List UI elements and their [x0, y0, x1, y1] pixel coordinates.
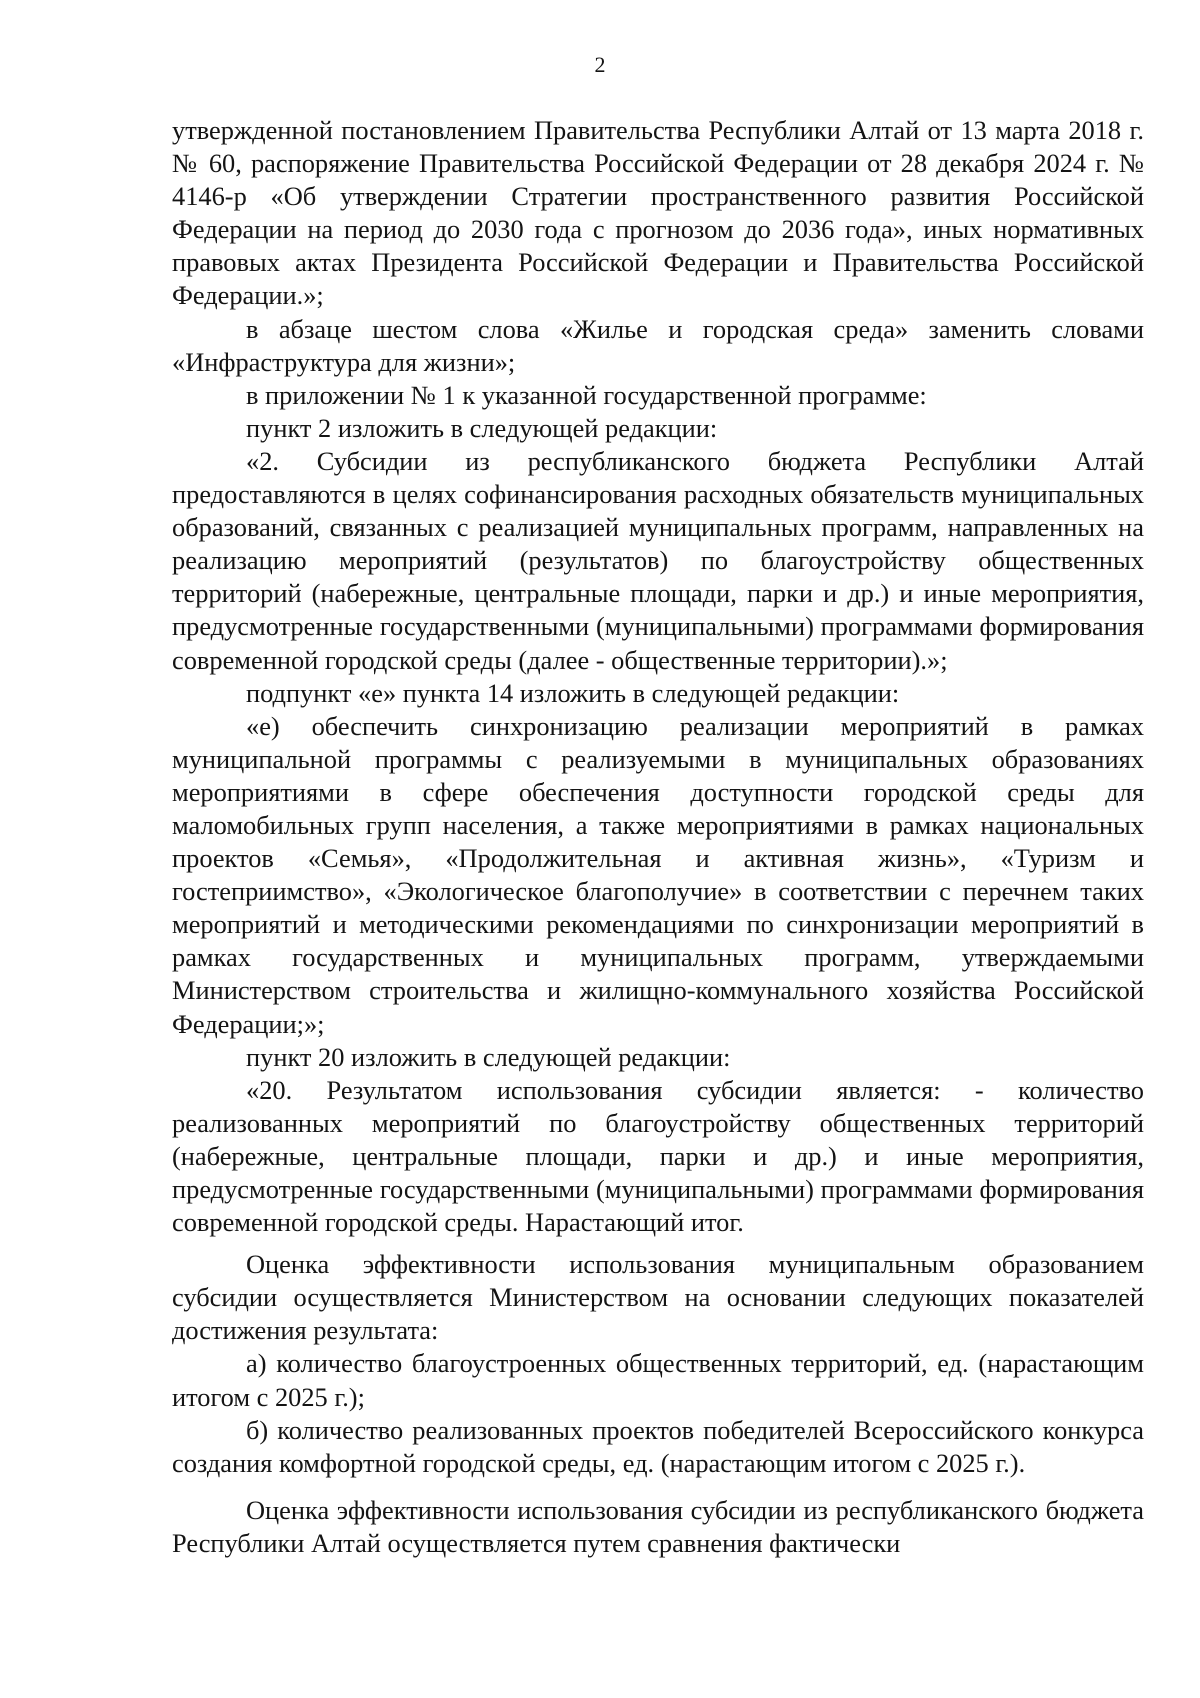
paragraph-subitem-e-intro: подпункт «е» пункта 14 изложить в следующей редакции: [246, 677, 900, 708]
paragraph-item-2-intro: пункт 2 изложить в следующей редакции: [246, 412, 718, 443]
paragraph-abzac-change: в абзаце шестом слова «Жилье и городская среда» заменить словами «Инфраструктура для жизни»; [172, 313, 1144, 377]
paragraph-item-2-text: «2. Субсидии из республиканского бюджета Республики Алтай предоставляются в целях софинансирования расходных обязательств муниципальных образований, связанных с реализацией муниципальных программ, направленных на реализацию мероприятий (результатов) по благоустройству общественных территорий (набережные, центральные площади, парки и др.) и иные мероприятия, предусмотренные государственными (муниципальными) программами формирования современной городской среды (далее - общественные территории).»; [172, 445, 1144, 675]
paragraph-efficiency-assessment: Оценка эффективности использования муниципальным образованием субсидии осуществляется Министерством на основании следующих показателей достижения результата: [172, 1249, 1144, 1346]
paragraph-indicator-a: а) количество благоустроенных общественных территорий, ед. (нарастающим итогом с 2025 г.); [172, 1348, 1144, 1412]
paragraph-continuation: утвержденной постановлением Правительства Республики Алтай от 13 марта 2018 г. № 60, распоряжение Правительства Российской Федерации от 28 декабря 2024 г. № 4146-р «Об утверждении Стратегии пространственного развития Российской Федерации на период до 2030 года с прогнозом до 2036 года», иных нормативных правовых актах Президента Российской Федерации и Правительства Российской Федерации.»; [172, 115, 1144, 311]
paragraph-item-20-intro: пункт 20 изложить в следующей редакции: [246, 1041, 731, 1072]
paragraph-indicator-b: б) количество реализованных проектов победителей Всероссийского конкурса создания комфортной городской среды, ед. (нарастающим итогом с 2025 г.). [172, 1414, 1144, 1478]
document-body [172, 114, 1144, 1560]
paragraph-subitem-e-text: «е) обеспечить синхронизацию реализации мероприятий в рамках муниципальной программы с реализуемыми в муниципальных образованиях мероприятиями в сфере обеспечения доступности городской среды для маломобильных групп населения, а также мероприятиями в рамках национальных проектов «Семья», «Продолжительная и активная жизнь», «Туризм и гостеприимство», «Экологическое благополучие» в соответствии с перечнем таких мероприятий и методическими рекомендациями по синхронизации мероприятий в рамках государственных и муниципальных программ, утверждаемыми Министерством строительства и жилищно-коммунального хозяйства Российской Федерации;»; [172, 710, 1144, 1039]
paragraph-efficiency-comparison: Оценка эффективности использования субсидии из республиканского бюджета Республики Алтай осуществляется путем сравнения фактически [172, 1494, 1144, 1558]
paragraph-item-20-text: «20. Результатом использования субсидии является: - количество реализованных мероприятий по благоустройству общественных территорий (набережные, центральные площади, парки и др.) и иные мероприятия, предусмотренные государственными (муниципальными) программами формирования современной городской среды. Нарастающий итог. [172, 1074, 1144, 1238]
page-number: 2 [594, 52, 606, 77]
paragraph-appendix-intro: в приложении № 1 к указанной государственной программе: [246, 379, 927, 410]
